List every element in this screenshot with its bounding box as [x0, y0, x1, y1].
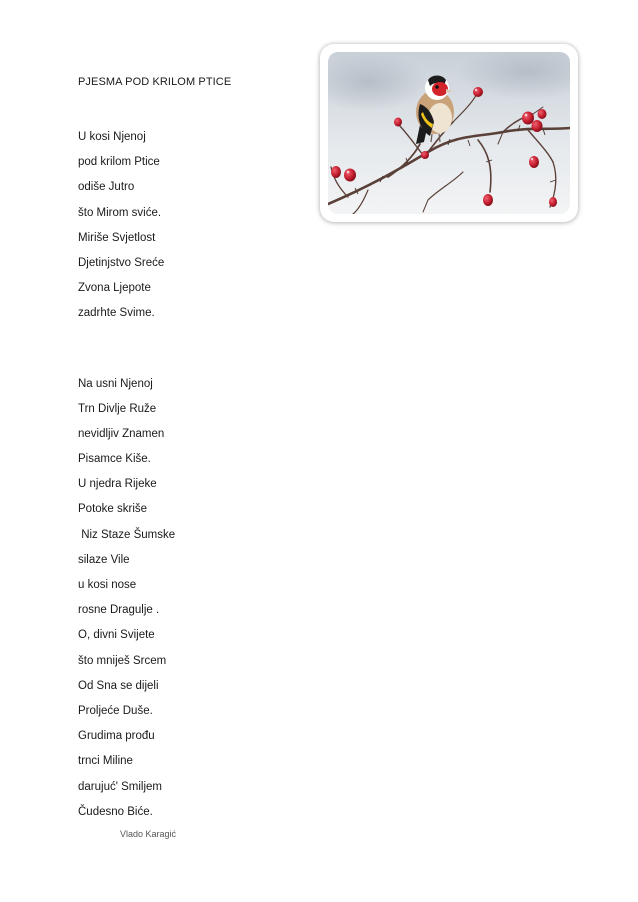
poem-line: Od Sna se dijeli — [78, 679, 159, 692]
poem-line: Potoke skriše — [78, 503, 148, 516]
poem-line: U kosi Njenoj — [78, 131, 146, 143]
poem-line: Proljeće Duše. — [78, 704, 153, 717]
poem-line: pod krilom Ptice — [78, 156, 160, 169]
poem-line: u kosi nose — [78, 579, 137, 591]
poem-line: Djetinjstvo Sreće — [78, 256, 165, 269]
poem-line: Zvona Ljepote — [78, 282, 151, 295]
poem-line: Niz Staze Šumske — [78, 528, 176, 541]
poem-line: rosne Dragulje . — [78, 604, 160, 617]
photo-frame — [320, 44, 578, 222]
poem-line: Miriše Svjetlost — [78, 231, 156, 244]
poem-body — [78, 130, 175, 830]
stanza-break — [78, 332, 175, 377]
poem-line: nevidljiv Znamen — [78, 427, 165, 440]
poem-line: Grudima prođu — [78, 730, 155, 743]
poem-line: trnci Miline — [78, 755, 133, 768]
poem-line: darujuć' Smiljem — [78, 780, 162, 793]
poem-line: zadrhte Svime. — [78, 307, 155, 320]
poem-line: O, divni Svijete — [78, 629, 155, 642]
poem-line: odiše Jutro — [78, 181, 135, 194]
poem-title: PJESMA POD KRILOM PTICE — [78, 76, 232, 88]
poem-line: Na usni Njenoj — [78, 377, 153, 390]
poem-line: silaze Vile — [78, 553, 130, 566]
goldfinch-photo — [328, 52, 570, 214]
poem-line: Pisamce Kiše. — [78, 453, 151, 466]
poem-line: što mniješ Srcem — [78, 654, 167, 667]
author-signature: Vlado Karagić — [120, 829, 177, 839]
poem-line: U njedra Rijeke — [78, 478, 157, 491]
poem-line: Trn Divlje Ruže — [78, 402, 157, 415]
poem-line: što Mirom sviće. — [78, 206, 162, 219]
poem-line: Čudesno Biće. — [78, 805, 153, 818]
